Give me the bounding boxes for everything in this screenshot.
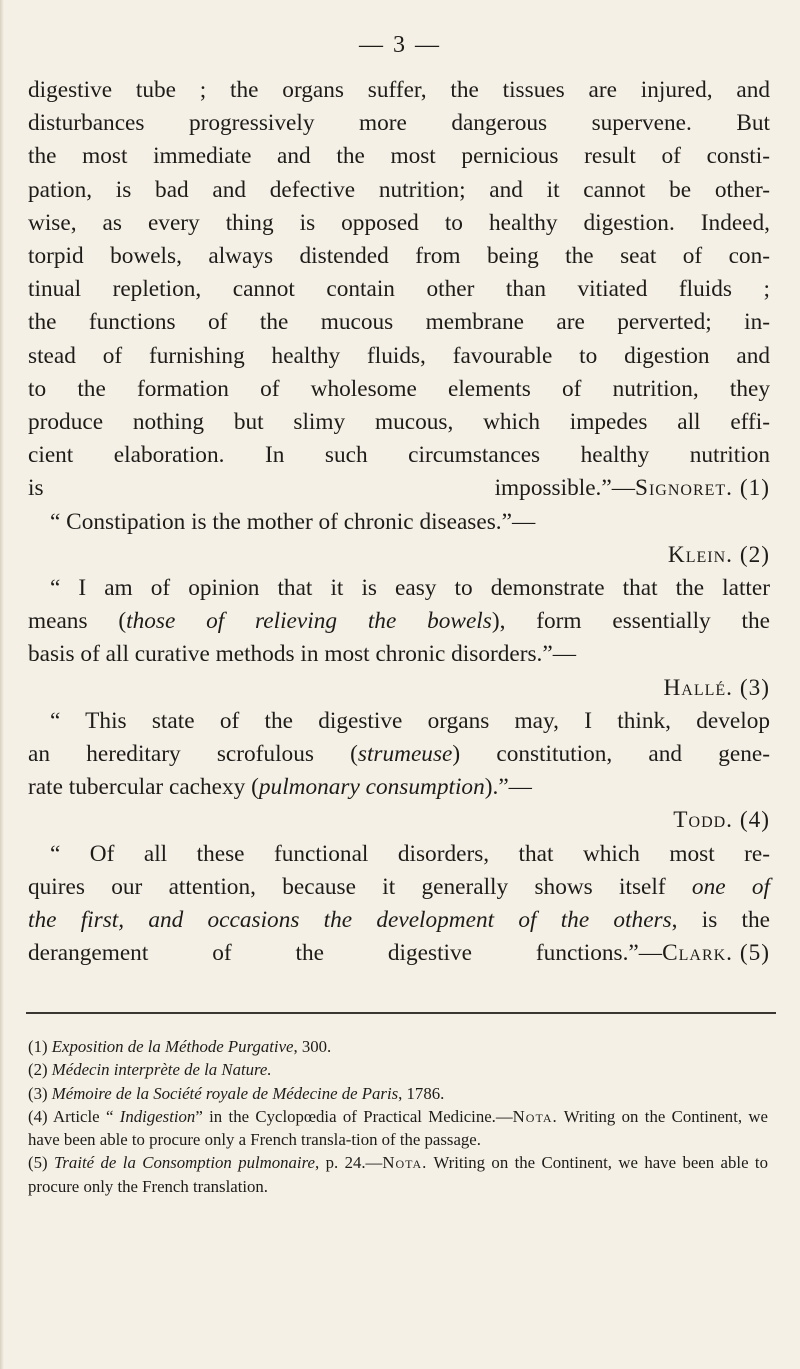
text-run: ), form essentially the bbox=[491, 608, 770, 635]
footnotes bbox=[28, 1035, 768, 1198]
text-run: ).”— bbox=[484, 774, 532, 801]
quote-clark-line bbox=[28, 871, 770, 904]
text-line: wise, as every thing is opposed to healthy digestion. Indeed, bbox=[28, 209, 770, 236]
text-line-with-attribution bbox=[28, 472, 770, 505]
page-number: — 3 — bbox=[359, 32, 441, 58]
quote-halle-line: basis of all curative methods in most chronic disorders.”— bbox=[28, 641, 577, 668]
attribution-todd: Todd. (4) bbox=[673, 807, 770, 834]
quote-todd-line bbox=[28, 771, 770, 804]
text-line: the most immediate and the most pernicious result of consti- bbox=[28, 143, 770, 170]
quote-todd-line bbox=[28, 738, 770, 771]
text-line: tinual repletion, cannot contain other than vitiated fluids ; bbox=[28, 276, 770, 303]
footnote-title: Exposition de la Méthode Purgative bbox=[51, 1037, 294, 1056]
footnote-title: Indigestion bbox=[119, 1106, 196, 1126]
italic-run: and occasions the development of the others bbox=[148, 907, 672, 934]
text-run: , 300. bbox=[293, 1037, 332, 1056]
footnote-number: (3) bbox=[28, 1083, 52, 1103]
text-run: rate tubercular cachexy ( bbox=[28, 774, 259, 801]
quote-ending: derangement of the digestive functions.”— bbox=[28, 940, 663, 967]
italic-run: , bbox=[118, 907, 149, 934]
footnote-number: (1) bbox=[28, 1037, 52, 1056]
footnote-number: (2) bbox=[28, 1060, 52, 1080]
text-run: ) constitution, and gene- bbox=[452, 741, 770, 768]
footnote-title: Mémoire de la Société royale de Médecine de Paris bbox=[51, 1083, 399, 1103]
text-run: quires our attention, because it generally shows itself bbox=[28, 873, 692, 900]
quote-ending: is impossible.”— bbox=[28, 475, 636, 502]
text-run: , 1786. bbox=[398, 1083, 445, 1103]
text-run: Writing on the Continent, we have been able to procure only the French translation. bbox=[28, 1153, 768, 1196]
attribution-halle: Hallé. (3) bbox=[663, 674, 770, 701]
quote-halle-line: “ I am of opinion that it is easy to demonstrate that the latter bbox=[50, 575, 770, 602]
footnote-4 bbox=[28, 1105, 768, 1152]
quote-klein: “ Constipation is the mother of chronic diseases.”— bbox=[50, 508, 536, 535]
page-edge-shadow bbox=[0, 0, 4, 1369]
footnote-title: Médecin interprète de la Nature. bbox=[51, 1060, 272, 1080]
quote-halle-line bbox=[28, 605, 770, 638]
attribution-signoret: Signoret. (1) bbox=[635, 475, 770, 502]
text-run: Writing on the Continent, we have been able to procure only a French transla-tion of the passage. bbox=[28, 1106, 768, 1150]
nota-label: Nota. bbox=[512, 1106, 558, 1126]
footnote-2 bbox=[28, 1058, 768, 1081]
text-line: the functions of the mucous membrane are perverted; in- bbox=[28, 309, 770, 336]
text-run: , is the bbox=[671, 907, 770, 934]
text-line: to the formation of wholesome elements of nutrition, they bbox=[28, 375, 770, 402]
text-run: an hereditary scrofulous ( bbox=[28, 741, 358, 768]
footnote-3 bbox=[28, 1082, 768, 1105]
attribution-clark: Clark. (5) bbox=[662, 940, 770, 967]
italic-run: one of bbox=[691, 873, 770, 900]
main-text bbox=[28, 74, 770, 970]
text-run: ” in the Cyclopœdia of Practical Medicine.— bbox=[195, 1106, 513, 1126]
text-line: digestive tube ; the organs suffer, the tissues are injured, and bbox=[28, 77, 770, 103]
text-line: disturbances progressively more dangerous supervene. But bbox=[28, 110, 770, 137]
text-run: means ( bbox=[28, 608, 127, 635]
text-line: torpid bowels, always distended from being the seat of con- bbox=[28, 243, 770, 270]
nota-label: Nota. bbox=[382, 1153, 428, 1173]
text-line: produce nothing but slimy mucous, which impedes all effi- bbox=[28, 409, 770, 436]
footnote-title: Traité de la Consomption pulmonaire bbox=[54, 1153, 315, 1173]
text-line: stead of furnishing healthy fluids, favourable to digestion and bbox=[28, 342, 770, 369]
text-line: pation, is bad and defective nutrition; and it cannot be other- bbox=[28, 176, 770, 203]
italic-run: those of relieving the bowels bbox=[126, 608, 492, 635]
text-line-with-attribution bbox=[28, 937, 770, 970]
footnote-number: (5) bbox=[28, 1153, 54, 1173]
footnote-divider bbox=[26, 1012, 776, 1014]
text-run: , p. 24.— bbox=[314, 1153, 383, 1173]
italic-run: strumeuse bbox=[357, 741, 453, 768]
italic-run: the first bbox=[28, 907, 119, 934]
quote-clark-line: “ Of all these functional disorders, that which most re- bbox=[50, 840, 770, 867]
footnote-1 bbox=[28, 1035, 768, 1058]
footnote-5 bbox=[28, 1151, 768, 1198]
italic-run: pulmonary consumption bbox=[258, 774, 485, 801]
text-line: cient elaboration. In such circumstances healthy nutrition bbox=[28, 442, 770, 469]
quote-clark-line bbox=[28, 904, 770, 937]
quote-todd-line: “ This state of the digestive organs may, I think, develop bbox=[50, 707, 770, 734]
attribution-klein: Klein. (2) bbox=[667, 541, 770, 568]
text-run: (4) Article “ bbox=[28, 1106, 120, 1126]
